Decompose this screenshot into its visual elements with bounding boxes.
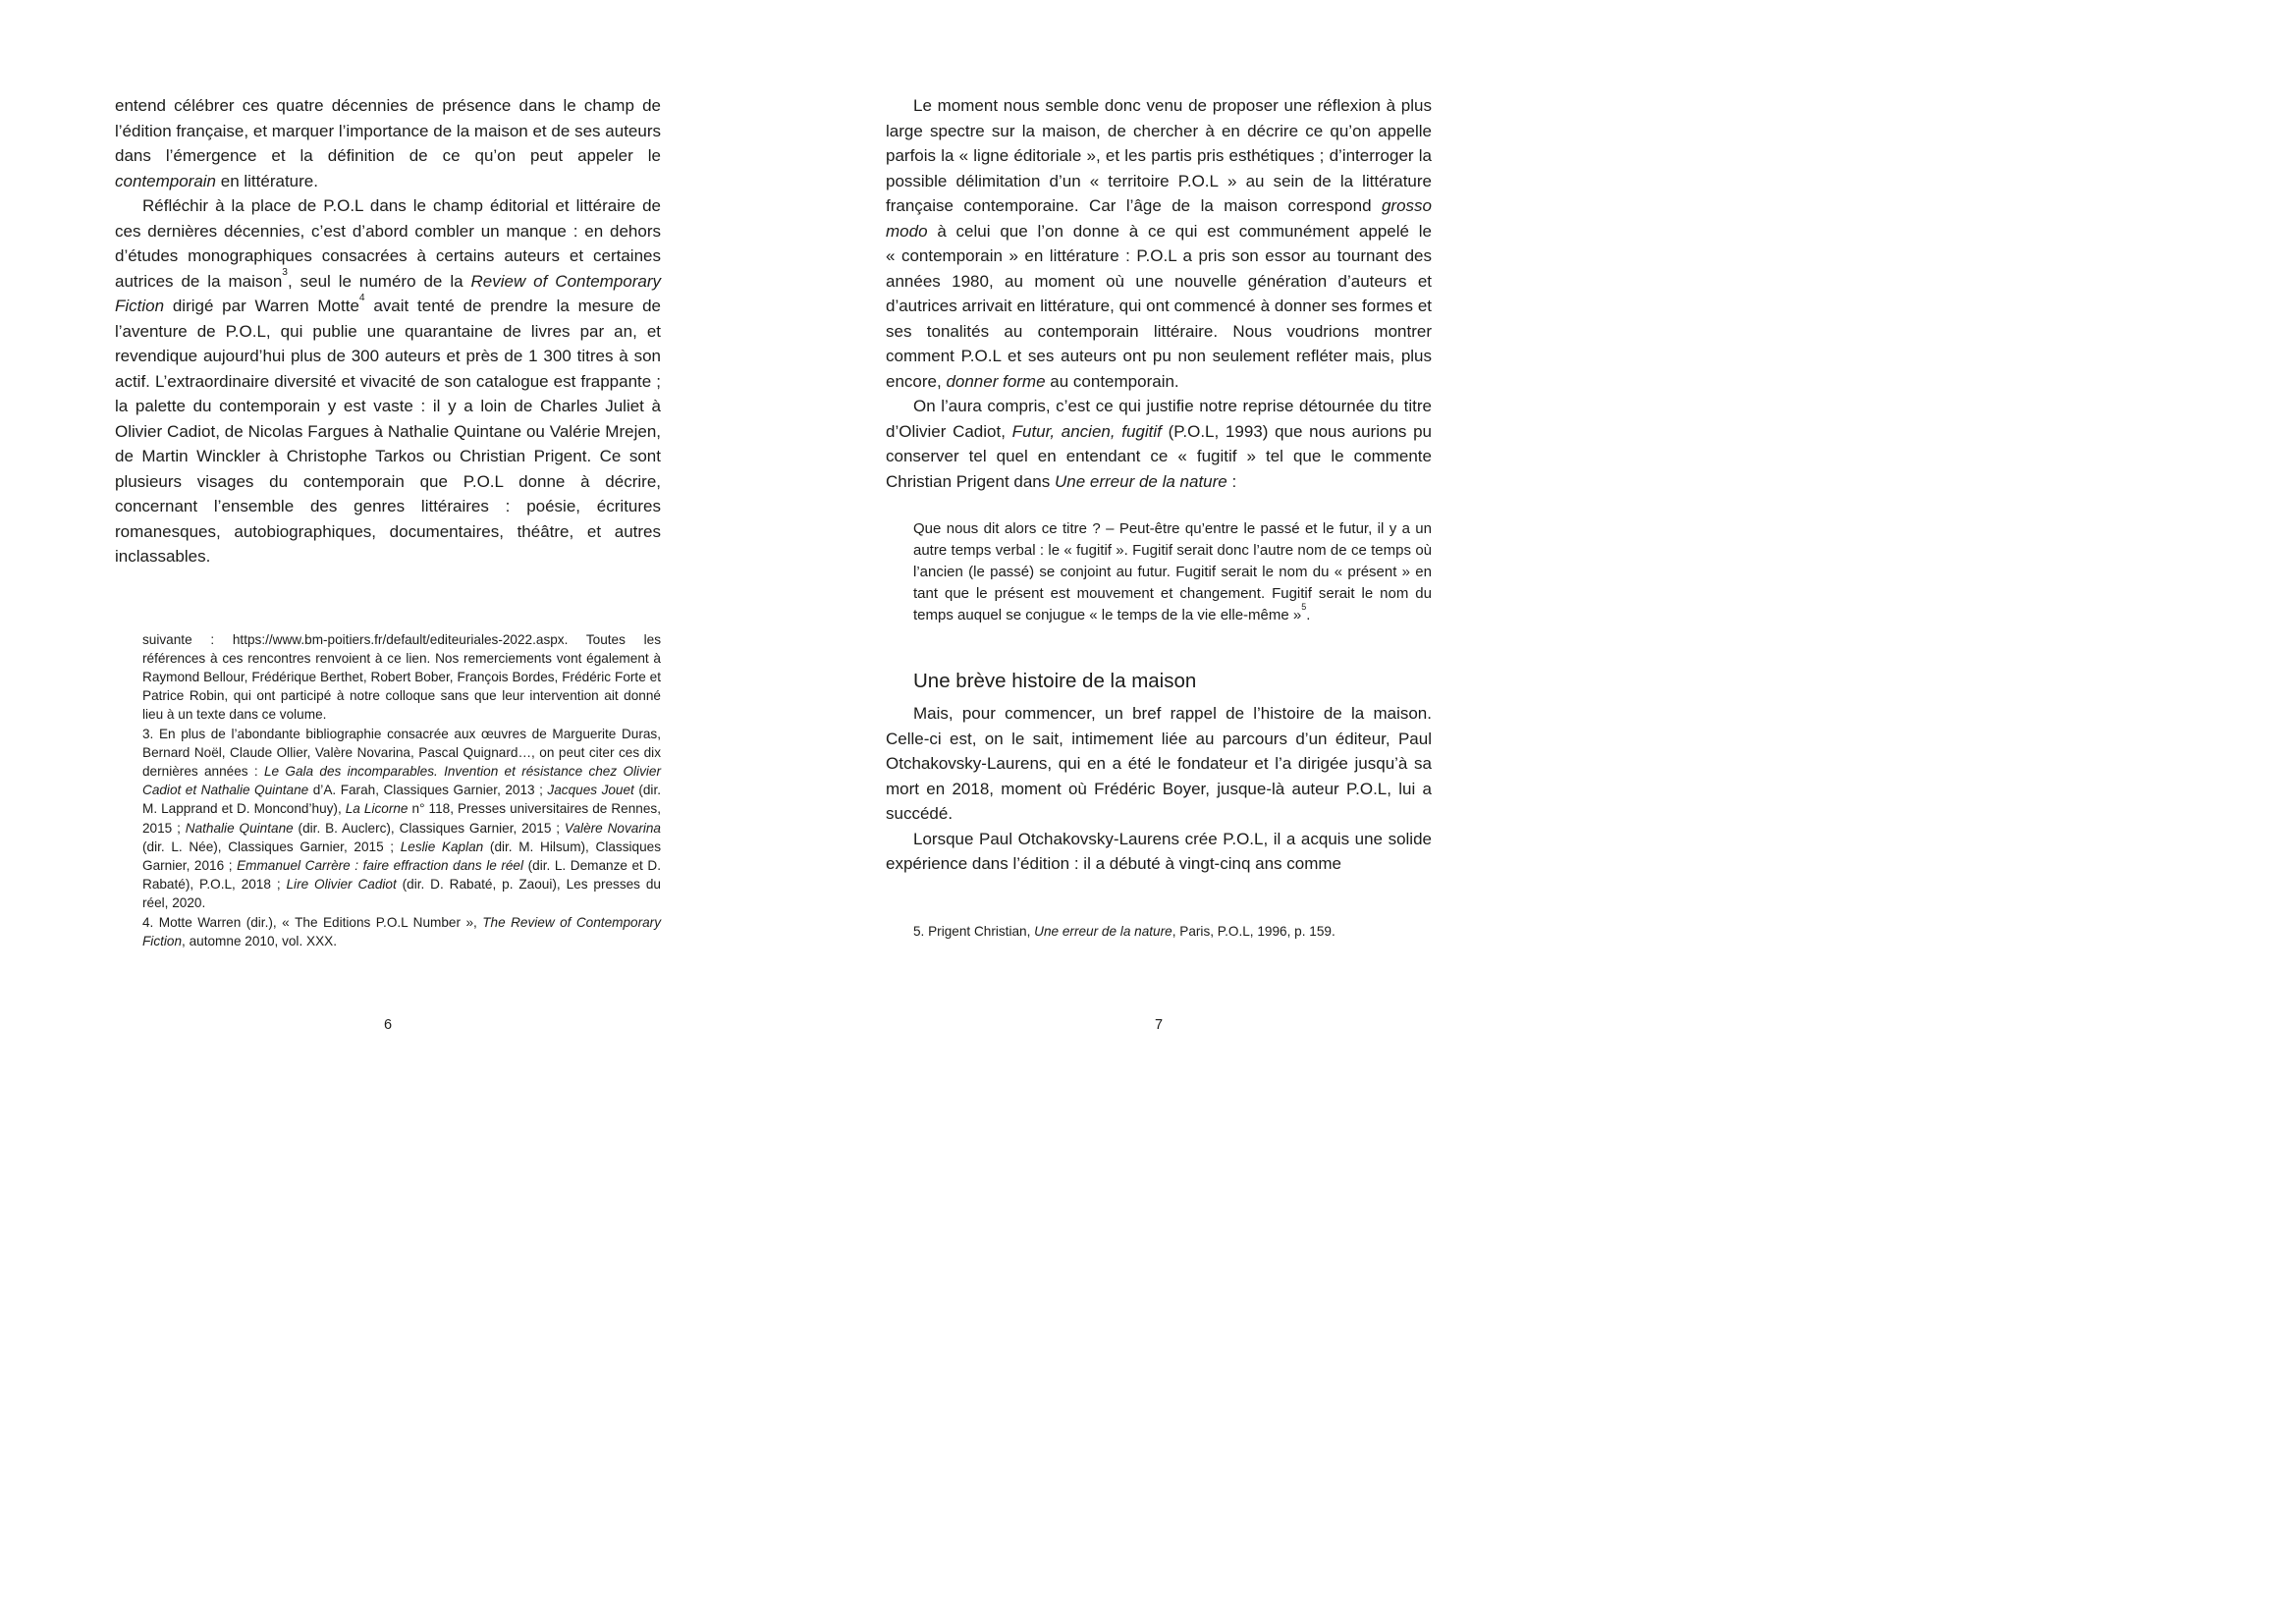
italic-text: Une erreur de la nature: [1054, 471, 1227, 491]
text-run: Que nous dit alors ce titre ? – Peut-être qu’entre le passé et le futur, il y a un autre temps verbal : le « fugitif ». Fugitif serait donc l’autre nom de ce temps où l’ancien (le passé) se conjoint au futur. Fugitif serait le nom du « présent » en tant que le présent est mouvement et changement. Fugitif serait le nom du temps auquel se conjugue « le temps de la vie elle-même »: [913, 520, 1432, 623]
left-footnotes: [142, 630, 661, 950]
body-paragraph: [886, 827, 1432, 877]
text-run: suivante : https://www.bm-poitiers.fr/default/editeuriales-2022.aspx. Toutes les références à ces rencontres renvoient à ce lien. Nos remerciements vont également à Raymond Bellour, Frédérique Berthet, Robert Bober, François Bordes, Frédéric Forte et Patrice Robin, qui ont participé à notre colloque sans que leur intervention ait donné lieu à un texte dans ce volume.: [142, 631, 661, 723]
left-body-text: [115, 93, 661, 569]
italic-text: Futur, ancien, fugitif: [1011, 421, 1162, 441]
italic-text: Nathalie Quintane: [185, 820, 294, 836]
text-run: (P.O.L, 1993) que nous aurions pu conserver tel quel en entendant ce « fugitif » tel que le commente Christian Prigent dans: [886, 421, 1432, 491]
italic-text: Emmanuel Carrère : faire effraction dans le réel: [237, 857, 524, 873]
italic-text: Review of Contemporary Fiction: [115, 271, 662, 315]
text-run: à celui que l’on donne à ce qui est communément appelé le « contemporain » en littérature : P.O.L a pris son essor au tournant des années 1980, au moment où une nouvelle génération d’auteurs et d’autrices arrivait en littérature, qui ont commencé à donner ses formes et ses tonalités au contemporain littéraire. Nous voudrions montrer comment P.O.L et ses auteurs ont pu non seulement refléter mais, plus encore,: [886, 221, 1432, 391]
footnote: [142, 630, 661, 725]
footnote: [913, 922, 1432, 941]
page-left: [115, 93, 661, 950]
body-paragraph: [886, 93, 1432, 394]
italic-text: donner forme: [946, 371, 1046, 391]
text-run: , automne 2010, vol. XXX.: [182, 933, 337, 948]
text-run: 3. En plus de l’abondante bibliographie consacrée aux œuvres de Marguerite Duras, Bernard Noël, Claude Ollier, Valère Novarina, Pascal Quignard…, on peut citer ces dix dernières années :: [142, 726, 661, 779]
text-run: 4. Motte Warren (dir.), « The Editions P.O.L Number »,: [142, 914, 483, 930]
body-paragraph: [115, 93, 661, 193]
right-body-text: [886, 93, 1432, 494]
text-run: avait tenté de prendre la mesure de l’aventure de P.O.L, qui publie une quarantaine de livres par an, et revendique aujourd’hui plus de 300 auteurs et près de 1 300 titres à son actif. L’extraordinaire diversité et vivacité de son catalogue est frappante ; la palette du contemporain y est vaste : il y a loin de Charles Juliet à Olivier Cadiot, de Nicolas Fargues à Nathalie Quintane ou Valérie Mrejen, de Martin Winckler à Christophe Tarkos ou Christian Prigent. Ce sont plusieurs visages du contemporain que P.O.L donne à décrire, concernant l’ensemble des genres littéraires : poésie, écritures romanesques, autobiographiques, documentaires, théâtre, et autres inclassables.: [115, 297, 661, 566]
text-run: (dir. D. Rabaté, p. Zaoui), Les presses du réel, 2020.: [142, 877, 661, 911]
italic-text: Jacques Jouet: [547, 783, 634, 798]
page-right: [886, 93, 1432, 941]
text-run: .: [1306, 607, 1311, 623]
body-paragraph: [115, 193, 661, 569]
italic-text: Valère Novarina: [564, 820, 661, 836]
text-run: Réfléchir à la place de P.O.L dans le champ éditorial et littéraire de ces dernières décennies, c’est d’abord combler un manque : en dehors d’études monographiques consacrées à certains auteurs et certaines autrices de la maison: [115, 196, 661, 291]
footnote: [142, 913, 661, 950]
page-number-left: 6: [383, 1017, 393, 1033]
section-heading: Une brève histoire de la maison: [913, 670, 1197, 692]
footnote-reference: 3: [282, 267, 288, 279]
text-run: , seul le numéro de la: [287, 271, 471, 291]
text-run: (dir. M. Hilsum), Classiques Garnier, 2016 ;: [142, 839, 661, 873]
text-run: 5. Prigent Christian,: [913, 923, 1035, 939]
italic-text: Le Gala des incomparables. Invention et résistance chez Olivier Cadiot et Nathalie Quintane: [142, 763, 661, 798]
italic-text: The Review of Contemporary Fiction: [142, 914, 661, 948]
footnote-reference: 5: [1301, 601, 1307, 612]
italic-text: Leslie Kaplan: [400, 839, 484, 854]
text-run: entend célébrer ces quatre décennies de présence dans le champ de l’édition française, et marquer l’importance de la maison et de ses auteurs dans l’émergence et la définition de ce qu’on peut appeler le: [115, 96, 661, 165]
text-run: Le moment nous semble donc venu de proposer une réflexion à plus large spectre sur la maison, de chercher à en décrire ce qu’on appelle parfois la « ligne éditoriale », et les partis pris esthétiques ; d’interroger la possible délimitation d’un « territoire P.O.L » au sein de la littérature française contemporaine. Car l’âge de la maison correspond: [886, 96, 1432, 215]
text-run: (dir. L. Née), Classiques Garnier, 2015 ;: [142, 839, 401, 854]
footnote-reference: 4: [358, 292, 365, 303]
block-quote: [913, 518, 1432, 626]
text-run: (dir. L. Demanze et D. Rabaté), P.O.L, 2018 ;: [142, 857, 662, 893]
text-run: dirigé par Warren Motte: [164, 297, 359, 315]
right-footnotes: [913, 922, 1432, 941]
quote-paragraph: [913, 518, 1432, 626]
page-number-right: 7: [1154, 1017, 1164, 1033]
text-run: (dir. M. Lapprand et D. Moncond’huy),: [142, 783, 662, 817]
text-run: On l’aura compris, c’est ce qui justifie notre reprise détournée du titre d’Olivier Cadiot,: [886, 397, 1432, 441]
footnote: [142, 725, 661, 913]
italic-text: Une erreur de la nature: [1034, 923, 1172, 939]
italic-text: Lire Olivier Cadiot: [286, 877, 397, 893]
text-run: Lorsque Paul Otchakovsky-Laurens crée P.O.L, il a acquis une solide expérience dans l’édition : il a débuté à vingt-cinq ans comme: [886, 829, 1432, 873]
italic-text: La Licorne: [345, 801, 409, 817]
text-run: Mais, pour commencer, un bref rappel de l’histoire de la maison. Celle-ci est, on le sait, intimement liée au parcours d’un éditeur, Paul Otchakovsky-Laurens, qui en a été le fondateur et l’a dirigée jusqu’à sa mort en 2018, moment où Frédéric Boyer, jusque-là auteur P.O.L, lui a succédé.: [886, 704, 1432, 823]
italic-text: grosso modo: [886, 196, 1432, 241]
text-run: d’A. Farah, Classiques Garnier, 2013 ;: [308, 783, 548, 798]
italic-text: contemporain: [115, 171, 217, 190]
body-paragraph: [886, 394, 1432, 494]
text-run: en littérature.: [216, 171, 318, 190]
text-run: , Paris, P.O.L, 1996, p. 159.: [1172, 923, 1335, 939]
right-body-text-after-heading: [886, 701, 1432, 877]
text-run: n° 118, Presses universitaires de Rennes, 2015 ;: [142, 801, 661, 836]
text-run: (dir. B. Auclerc), Classiques Garnier, 2015 ;: [293, 820, 565, 836]
body-paragraph: [886, 701, 1432, 827]
text-run: :: [1226, 471, 1237, 491]
text-run: au contemporain.: [1045, 371, 1179, 391]
